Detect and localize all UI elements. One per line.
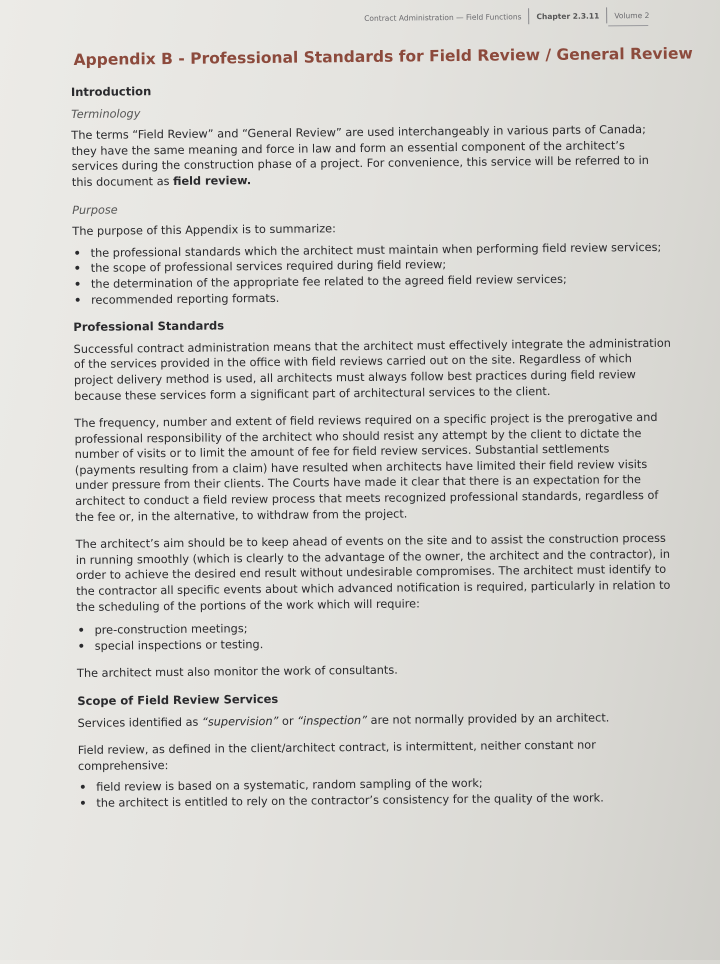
terminology-text: The terms “Field Review” and “General Review” are used interchangeably in various parts of Canada; they have the same meaning and force in law and form an essential component of the architect’s services during the construction phase of a project. For convenience, this service will be referred to in this document as [71,123,649,189]
terminology-heading: Terminology [71,106,141,121]
professional-standards-heading: Professional Standards [73,318,225,335]
running-header [364,6,649,27]
page-title: Appendix B - Professional Standards for Field Review / General Review [73,44,693,69]
scope-text-or: or [278,714,298,728]
terminology-bold-term: field review. [173,174,252,188]
scope-term-inspection: “inspection” [297,713,368,728]
standards-paragraph-1: Successful contract administration means that the architect must effectively integrate the administration of the services provided in the office with field reviews carried out on the site. Regardless of which project delivery method is used, all architects must always follow best practices during field review because these services form a significant part of architectural services to the client. [73,336,671,403]
list-item: • recommended reporting formats. [91,286,671,308]
header-divider [528,8,529,24]
header-volume: Volume 2 [614,10,650,20]
header-divider [606,7,607,23]
list-item: • pre-construction meetings; [94,617,674,639]
list-item: • field review is based on a systematic, random sampling of the work; [96,774,676,796]
list-item: • the scope of professional services required during field review; [91,255,671,277]
scope-text-start: Services identified as [77,715,203,730]
scope-list [76,774,676,811]
standards-paragraph-2: The frequency, number and extent of field reviews required on a specific project is the prerogative and professional responsibility of the architect who should resist any attempt by the client to dictate the number of visits or to limit the amount of fee for field review services. Substantial settlements (payments resulting from a claim) have resulted when architects have limited their field review visits under pressure from their clients. The Courts have made it clear that there is an expectation for the architect to conduct a field review process that meets recognized professional standards, regardless of the fee or, in the alternative, to withdraw from the project. [74,410,659,524]
scope-text-end: are not normally provided by an architect. [366,711,610,727]
scope-heading: Scope of Field Review Services [77,691,279,708]
standards-paragraph-3: The architect’s aim should be to keep ahead of events on the site and to assist the construction process in running smoothly (which is clearly to the advantage of the owner, the architect and the contractor), in order to achieve the desired end result without undesirable compromises. The architect must identify to the contractor all specific events about which advanced notification is required, particularly in relation to the scheduling of the portions of the work which will require: [75,532,671,614]
list-item: • the architect is entitled to rely on the contractor’s consistency for the quality of the work. [96,790,676,812]
scope-paragraph-1 [77,709,675,731]
header-rule [608,25,648,26]
terminology-paragraph [71,122,670,191]
standards-paragraph-4: The architect must also monitor the work of consultants. [76,664,398,681]
introduction-heading: Introduction [70,84,152,100]
purpose-list [71,239,672,308]
purpose-heading: Purpose [72,203,118,217]
standards-list [74,617,674,654]
scope-term-supervision: “supervision” [201,714,279,729]
list-item: • the professional standards which the architect must maintain when performing field review services; [91,239,671,261]
list-item: • the determination of the appropriate fee related to the agreed field review services; [91,271,671,293]
document-body [69,79,677,824]
purpose-paragraph: The purpose of this Appendix is to summarize: [72,222,336,239]
header-section: Contract Administration — Field Functions [364,11,522,23]
scope-paragraph-2: Field review, as defined in the client/architect contract, is intermittent, neither constant nor comprehensive: [77,738,596,773]
list-item: • special inspections or testing. [95,633,675,655]
header-chapter: Chapter 2.3.11 [536,10,600,21]
